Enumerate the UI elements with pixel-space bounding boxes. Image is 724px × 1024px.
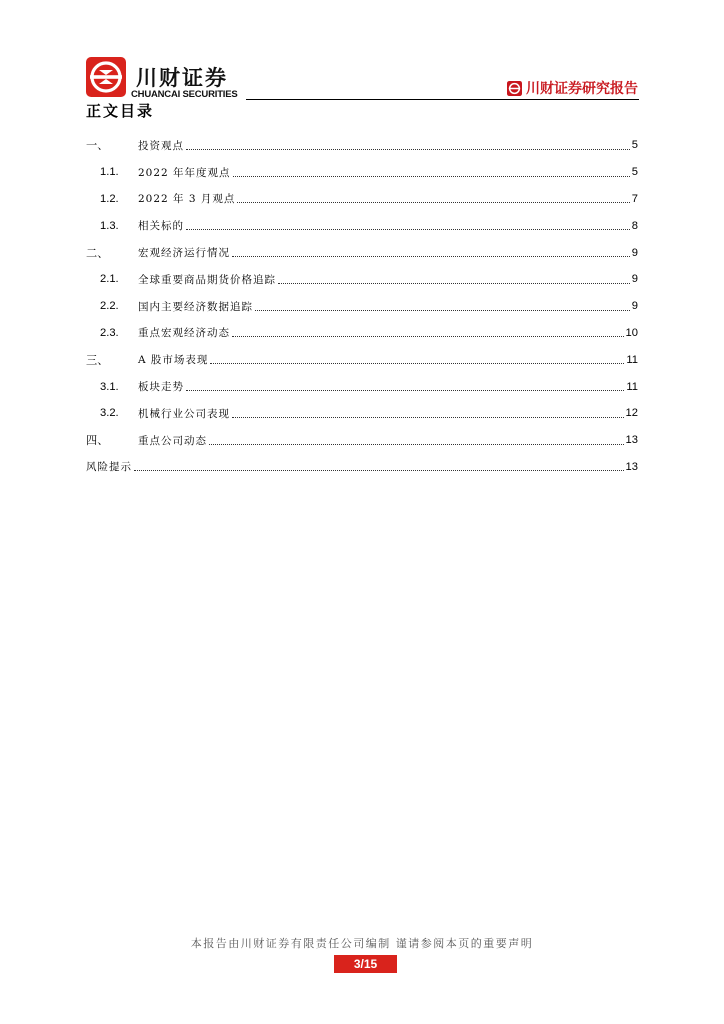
toc-entry-number: 1.2. <box>100 192 119 205</box>
page-indicator: 3/15 <box>334 955 397 973</box>
toc-entry-title: 重点公司动态 <box>138 434 207 447</box>
toc-dot-leader <box>186 149 630 150</box>
toc-entry-title: 2022 年 3 月观点 <box>138 193 236 206</box>
toc-entry-title: 投资观点 <box>138 139 184 152</box>
toc-entry-title: 国内主要经济数据追踪 <box>138 300 253 313</box>
toc-dot-leader <box>232 336 624 337</box>
toc-entry-page: 11 <box>626 380 638 393</box>
toc-entry[interactable] <box>86 132 638 159</box>
toc-entry[interactable] <box>86 212 638 239</box>
toc-entry[interactable] <box>86 239 638 266</box>
toc-dot-leader <box>232 417 624 418</box>
toc-entry-page: 7 <box>631 192 638 205</box>
toc-entry-number: 二、 <box>86 246 109 260</box>
toc-entry[interactable] <box>86 373 638 400</box>
toc-entry[interactable] <box>86 400 638 427</box>
brand-name-en: CHUANCAI SECURITIES <box>131 89 238 100</box>
toc-entry-number: 3.2. <box>100 407 119 420</box>
toc-dot-leader <box>233 176 630 177</box>
report-brand-label: 川财证券研究报告 <box>526 81 638 97</box>
toc-entry-number: 一、 <box>86 139 109 153</box>
toc-entry[interactable] <box>86 159 638 186</box>
toc-dot-leader <box>237 202 629 203</box>
chuancai-logo-icon <box>86 57 126 97</box>
header-divider <box>246 99 639 100</box>
toc-entry-number: 2.3. <box>100 326 119 339</box>
toc-entry[interactable] <box>86 346 638 373</box>
toc-entry-page: 11 <box>626 353 638 366</box>
toc-entry-page: 8 <box>631 219 638 232</box>
toc-entry-number: 1.3. <box>100 219 119 232</box>
toc-entry-number: 三、 <box>86 353 109 367</box>
toc-entry[interactable] <box>86 293 638 320</box>
toc-entry-number: 四、 <box>86 434 109 448</box>
toc-entry[interactable] <box>86 427 638 454</box>
toc-entry-title: 2022 年年度观点 <box>138 166 231 179</box>
toc-dot-leader <box>186 229 630 230</box>
toc-dot-leader <box>232 256 630 257</box>
toc-entry-number: 3.1. <box>100 380 119 393</box>
toc-entry-page: 10 <box>625 326 638 339</box>
toc-dot-leader <box>210 363 624 364</box>
page-title: 正文目录 <box>86 102 155 120</box>
toc-entry-title: 宏观经济运行情况 <box>138 247 230 260</box>
toc-entry-page: 9 <box>631 246 638 259</box>
toc-entry-title: 重点宏观经济动态 <box>138 327 230 340</box>
table-of-contents <box>86 132 638 480</box>
toc-entry-number: 1.1. <box>100 166 119 179</box>
toc-entry-number: 2.1. <box>100 273 119 286</box>
toc-entry[interactable] <box>86 266 638 293</box>
toc-entry-page: 9 <box>631 273 638 286</box>
toc-dot-leader <box>255 310 630 311</box>
toc-entry[interactable] <box>86 454 638 481</box>
toc-dot-leader <box>278 283 630 284</box>
brand-name-cn: 川财证券 <box>136 66 228 90</box>
toc-entry-page: 5 <box>631 139 638 152</box>
toc-entry-page: 13 <box>625 434 638 447</box>
toc-entry[interactable] <box>86 186 638 213</box>
toc-entry-title: A 股市场表现 <box>138 354 209 367</box>
report-brand <box>507 78 638 98</box>
toc-entry-page: 12 <box>625 407 638 420</box>
toc-entry[interactable] <box>86 320 638 347</box>
toc-entry-title: 相关标的 <box>138 220 184 233</box>
toc-entry-title: 机械行业公司表现 <box>138 407 230 420</box>
toc-entry-number: 2.2. <box>100 300 119 313</box>
toc-entry-page: 9 <box>631 300 638 313</box>
toc-entry-title: 板块走势 <box>138 381 184 394</box>
footer-disclaimer: 本报告由川财证券有限责任公司编制 谨请参阅本页的重要声明 <box>190 937 534 950</box>
toc-entry-page: 5 <box>631 166 638 179</box>
toc-dot-leader <box>134 470 624 471</box>
toc-dot-leader <box>186 390 624 391</box>
toc-entry-title: 全球重要商品期货价格追踪 <box>138 273 276 286</box>
toc-entry-title: 风险提示 <box>86 461 132 474</box>
chuancai-mini-logo-icon <box>507 81 522 96</box>
toc-dot-leader <box>209 444 624 445</box>
toc-entry-page: 13 <box>625 460 638 473</box>
